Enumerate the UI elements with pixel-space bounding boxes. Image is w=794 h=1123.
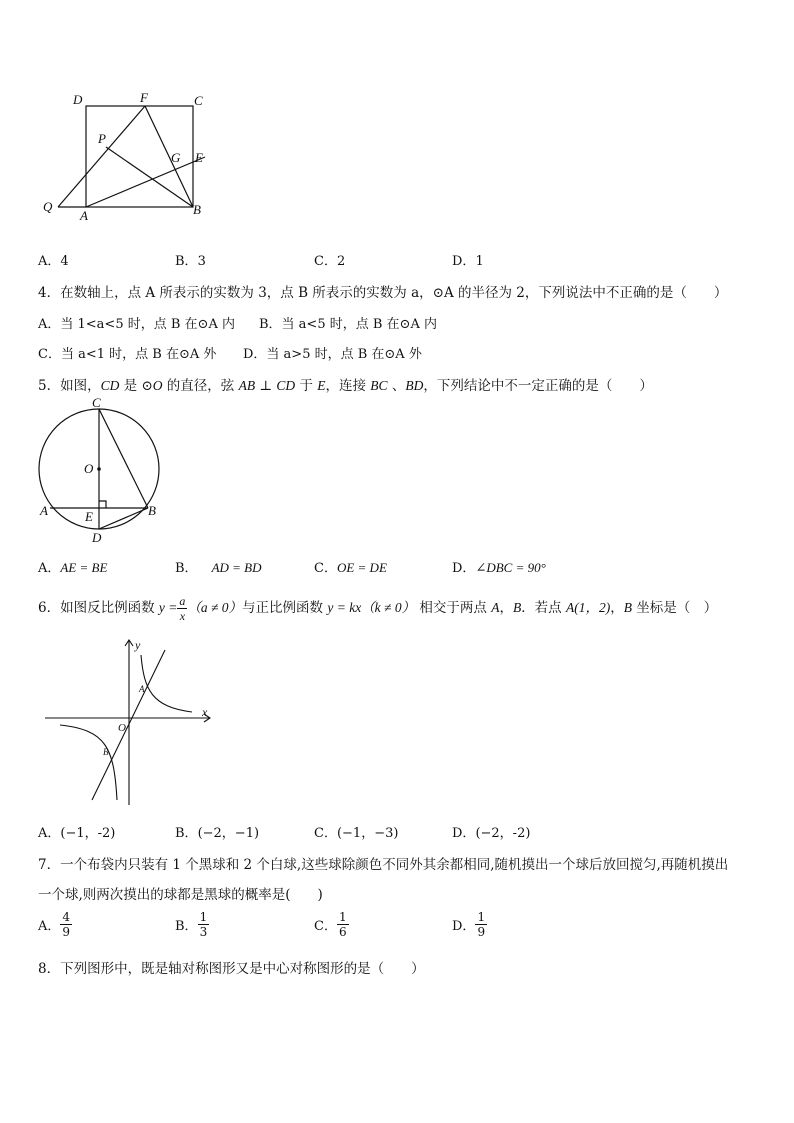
q5-option-d[interactable]: D．∠DBC = 90° [452, 560, 546, 576]
q7-option-b[interactable]: B． $\frac{1}{3}$ [175, 910, 208, 939]
q6-option-a[interactable]: A．(−1，-2) [38, 826, 116, 841]
label-b: B [193, 202, 201, 217]
q4-option-a[interactable]: A．当 1<a<5 时，点 B 在⊙A 内 [38, 317, 235, 332]
point-b-label: B [103, 747, 109, 757]
axis-label-x: x [202, 705, 208, 719]
q7-option-d[interactable]: D． $\frac{1}{9}$ [452, 910, 486, 939]
label-e2: E [85, 509, 93, 524]
q3-option-a[interactable]: A．4 [38, 254, 69, 269]
label-c: C [194, 93, 203, 108]
label-q: Q [43, 199, 53, 214]
point-a-label: A [139, 684, 145, 694]
label-p: P [98, 131, 106, 146]
q7-stem-line2: 一个球,则两次摸出的球都是黑球的概率是( ) [38, 887, 323, 903]
origin-label: O [118, 722, 126, 734]
label-a: A [80, 208, 88, 223]
center-dot [97, 467, 101, 471]
q3-option-d[interactable]: D．1 [452, 254, 484, 269]
label-a2: A [40, 503, 48, 518]
axis-label-y: y [135, 638, 141, 652]
label-g: G [171, 150, 181, 165]
q3-option-b[interactable]: B．3 [175, 254, 206, 269]
q6-stem: 6．如图反比例函数 y = $\frac{a}{x}$ （a ≠ 0）与正比例函数 y = kx（k ≠ 0） 相交于两点 A，B．若点 A(1，2)，B 坐标是（ ） [38, 594, 718, 623]
q8-stem: 8．下列图形中，既是轴对称图形又是中心对称图形的是（ ） [38, 961, 425, 977]
label-d: D [73, 92, 83, 107]
label-f: F [140, 90, 148, 105]
q6-option-c[interactable]: C．(−1，−3) [314, 826, 399, 841]
line-ae [86, 157, 205, 207]
q6-option-b[interactable]: B．(−2，−1) [175, 826, 260, 841]
segment-bc [99, 409, 148, 508]
label-c2: C [92, 395, 101, 410]
segment-bd [99, 508, 148, 529]
q7-option-c[interactable]: C． $\frac{1}{6}$ [314, 910, 347, 939]
function-graph [40, 635, 220, 810]
label-e: E [195, 150, 203, 165]
q4-option-b[interactable]: B．当 a<5 时，点 B 在⊙A 内 [259, 317, 437, 332]
circle-geometry-figure [30, 395, 170, 545]
label-o: O [84, 461, 94, 476]
q4-option-d[interactable]: D．当 a>5 时，点 B 在⊙A 外 [243, 347, 422, 362]
q5-stem: 5．如图，CD 是 ⊙O 的直径，弦 AB ⊥ CD 于 E，连接 BC 、BD，下列结论中不一定正确的是（ ） [38, 378, 653, 394]
q4-option-c[interactable]: C．当 a<1 时，点 B 在⊙A 外 [38, 347, 217, 362]
line-qf [58, 106, 145, 207]
hyperbola-branch-2 [60, 725, 117, 800]
q5-option-b[interactable]: B． AD = BD [175, 560, 262, 576]
square-geometry-figure [30, 85, 230, 225]
q7-stem-line1: 7．一个布袋内只装有 1 个黑球和 2 个白球,这些球除颜色不同外其余都相同,随机摸出一个球后放回搅匀,再随机摸出 [38, 857, 729, 873]
q5-option-c[interactable]: C．OE = DE [314, 560, 387, 576]
q4-stem: 4．在数轴上，点 A 所表示的实数为 3，点 B 所表示的实数为 a，⊙A 的半径为 2，下列说法中不正确的是（ ） [38, 285, 728, 301]
q6-option-d[interactable]: D．(−2，-2) [452, 826, 531, 841]
q6-fraction: $\frac{a}{x}$ [179, 594, 186, 623]
q3-option-c[interactable]: C．2 [314, 254, 346, 269]
line-fb [145, 106, 193, 207]
label-d2: D [92, 530, 102, 545]
q5-option-a[interactable]: A．AE = BE [38, 560, 108, 576]
right-angle-mark [99, 501, 106, 508]
label-b2: B [148, 503, 156, 518]
q7-option-a[interactable]: A． $\frac{4}{9}$ [38, 910, 71, 939]
